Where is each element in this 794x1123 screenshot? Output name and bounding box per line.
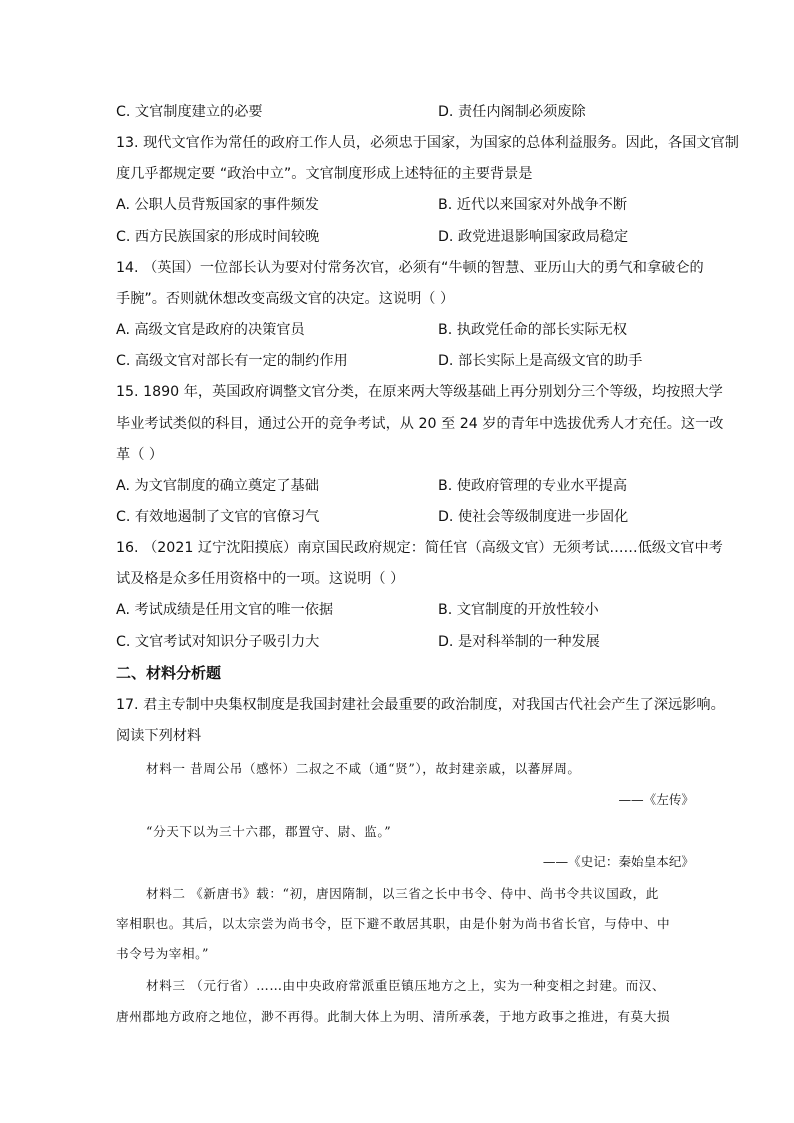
option-c: C. 文官制度建立的必要	[116, 104, 263, 120]
material-source: ——《史记：秦始皇本纪》	[542, 854, 694, 869]
question-text: 毕业考试类似的科目，通过公开的竞争考试，从 20 至 24 岁的青年中选拔优秀人才充任。这一改	[116, 416, 724, 432]
material-source: ——《左传》	[618, 792, 694, 807]
option-d: D. 使社会等级制度进一步固化	[438, 509, 629, 525]
option-c: C. 西方民族国家的形成时间较晚	[116, 229, 320, 245]
option-b: B. 近代以来国家对外战争不断	[438, 197, 628, 213]
option-a: A. 公职人员背叛国家的事件频发	[116, 197, 319, 213]
material-two: 材料二 《新唐书》载：“初，唐因隋制，以三省之长中书令、侍中、尚书令共议国政，此	[146, 886, 660, 901]
option-d: D. 政党进退影响国家政局稳定	[438, 229, 629, 245]
option-b: B. 使政府管理的专业水平提高	[438, 478, 628, 494]
question-text: 16. （2021 辽宁沈阳摸底）南京国民政府规定：简任官（高级文官）无须考试……低级文官中考	[116, 540, 723, 556]
question-text: 17. 君主专制中央集权制度是我国封建社会最重要的政治制度，对我国古代社会产生了深远影响。	[116, 697, 725, 713]
material-quote: “分天下以为三十六郡，郡置守、尉、监。”	[146, 824, 392, 839]
question-text: 13. 现代文官作为常任的政府工作人员，必须忠于国家，为国家的总体利益服务。因此，各国文官制	[116, 135, 739, 151]
option-c: C. 文官考试对知识分子吸引力大	[116, 634, 320, 650]
material-three: 材料三 （元行省）……由中央政府常派重臣镇压地方之上，实为一种变相之封建。而汉、	[146, 978, 666, 993]
option-a: A. 为文官制度的确立奠定了基础	[116, 478, 319, 494]
question-text: 14. （英国）一位部长认为要对付常务次官，必须有“牛顿的智慧、亚历山大的勇气和拿破仑的	[116, 260, 704, 276]
option-b: B. 文官制度的开放性较小	[438, 602, 599, 618]
material-two: 书令号为宰相。”	[116, 946, 210, 961]
section-title: 二、材料分析题	[116, 664, 222, 682]
material-three: 唐州郡地方政府之地位，渺不再得。此制大体上为明、清所承袭，于地方政事之推进，有莫大损	[116, 1009, 671, 1024]
option-c: C. 有效地遏制了文官的官僚习气	[116, 509, 320, 525]
question-text: 15. 1890 年，英国政府调整文官分类，在原来两大等级基础上再分别划分三个等级，均按照大学	[116, 384, 723, 400]
option-b: B. 执政党任命的部长实际无权	[438, 322, 628, 338]
option-d: D. 责任内阁制必须废除	[438, 104, 586, 120]
question-text: 手腕”。否则就休想改变高级文官的决定。这说明（ ）	[116, 291, 455, 307]
option-d: D. 部长实际上是高级文官的助手	[438, 353, 643, 369]
option-a: A. 高级文官是政府的决策官员	[116, 322, 305, 338]
question-text: 试及格是众多任用资格中的一项。这说明（ ）	[116, 571, 405, 587]
question-text: 度几乎都规定要 “政治中立”。文官制度形成上述特征的主要背景是	[116, 166, 533, 182]
question-text: 革（ ）	[116, 447, 164, 463]
question-text: 阅读下列材料	[116, 728, 202, 744]
option-a: A. 考试成绩是任用文官的唯一依据	[116, 602, 334, 618]
material-two: 宰相职也。其后，以太宗尝为尚书令，臣下避不敢居其职，由是仆射为尚书省长官，与侍中、中	[116, 916, 671, 931]
option-d: D. 是对科举制的一种发展	[438, 634, 600, 650]
material-one: 材料一 昔周公吊（感怀）二叔之不咸（通“贤”），故封建亲戚，以蕃屏周。	[146, 761, 581, 776]
option-c: C. 高级文官对部长有一定的制约作用	[116, 353, 348, 369]
